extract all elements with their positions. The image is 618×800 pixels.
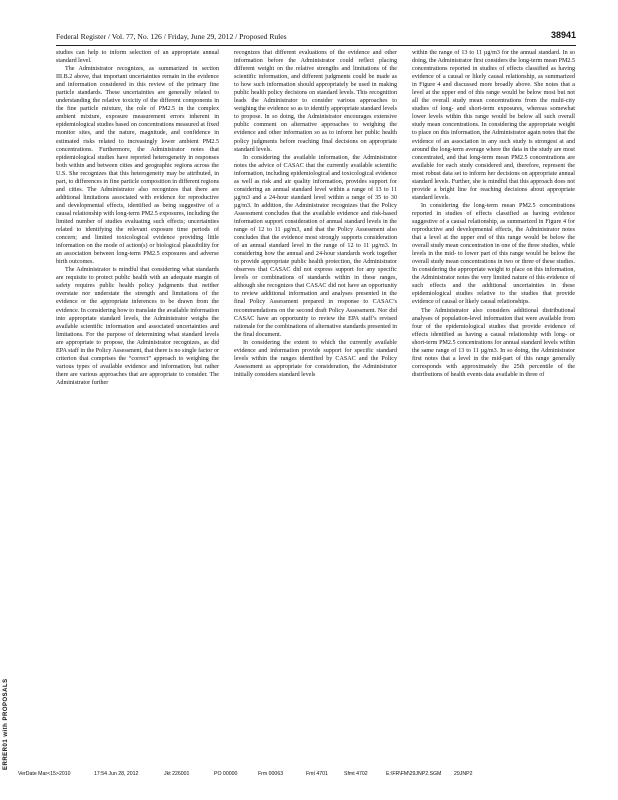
header-running-title: Federal Register / Vol. 77, No. 126 / Friday, June 29, 2012 / Proposed Rules: [56, 32, 287, 41]
footer-jkt: Jkt 226001: [164, 771, 190, 777]
footer-code: 29JNP2: [454, 771, 473, 777]
sidebar-label: ERRER01 with PROPOSALS: [3, 678, 9, 770]
footer-verdate: VerDate Mar<15>2010: [18, 771, 71, 777]
paragraph: The Administrator is mindful that considering what standards are requisite to protect public health with an adequate margin of safety requires public health policy judgments that neither overstate nor understate the strength and limitations of the evidence or the appropriate inferences to be drawn from the evidence. In considering how to translate the available information into appropriate standard levels, the Administrator weighs the available scientific information and associated uncertainties and limitations. For the purpose of determining what standard levels are appropriate to propose, the Administrator recognizes, as did EPA staff in the Policy Assessment, that there is no single factor or criterion that comprises the “correct” approach to weighing the various types of available evidence and information, but rather there are various approaches that are appropriate to consider. The Administrator further: [56, 267, 219, 386]
header-rule: [56, 45, 576, 46]
paragraph: within the range of 13 to 11 µg/m3 for the annual standard. In so doing, the Administrator first considers the long-term mean PM2.5 concentrations reported in studies of effects classified as having evidence of a causal or likely causal relationship, as summarized in Figure 4 and discussed more broadly above. She notes that a level at the upper end of this range would be below most but not all the overall study mean concentrations from the multi-city studies of long- and short-term exposures, whereas somewhat lower levels within this range would be below all such overall study mean concentrations. In considering the appropriate weight to place on this information, the Administrator again notes that the evidence of an association in any such study is strongest at and around the long-term average where the data in the study are most concentrated, and that long-term mean PM2.5 concentrations are available for each study considered and, therefore, represent the most robust data set to inform her decisions on appropriate annual standard levels. Further, she is mindful that this approach does not provide a bright line for reaching decisions about appropriate standard levels.: [412, 50, 575, 201]
paragraph: In considering the available information, the Administrator notes the advice of CASAC that the currently available scientific information, including epidemiological and toxicological evidence as well as risk and air quality information, provides support for considering an annual standard level within a range of 13 to 11 µg/m3 and a 24-hour standard level within a range of 35 to 30 µg/m3. In addition, the Administrator recognizes that the Policy Assessment concludes that the available evidence and risk-based information support consideration of annual standard levels in the range of 12 to 11 µg/m3, and that the Policy Assessment also concludes that the evidence most strongly supports consideration of an annual standard level in the range of 12 to 11 µg/m3. In considering how the annual and 24-hour standards work together to provide appropriate public health protection, the Administrator observes that CASAC did not express support for any specific levels or combinations of standards within in these ranges, although she recognizes that CASAC did not have an opportunity to review additional information and analyses presented in the final Policy Assessment prepared in response to CASAC’s recommendations on the second draft Policy Assessment. Nor did CASAC have an opportunity to review the EPA staff’s revised rationale for the combinations of alternative standards presented in the final document.: [234, 154, 397, 338]
paragraph: In considering the extent to which the currently available evidence and information provide support for specific standard levels within the ranges identified by CASAC and the Policy Assessment as appropriate for consideration, the Administrator initially considers standard levels: [234, 339, 397, 378]
paragraph: studies can help to inform selection of an appropriate annual standard level.: [56, 50, 219, 65]
column-3: [412, 49, 575, 739]
footer-sfmt: Sfmt 4702: [344, 771, 368, 777]
paragraph: In considering the long-term mean PM2.5 concentrations reported in studies of effects classified as having evidence suggestive of a causal relationship, as summarized in Figure 4 for reproductive and developmental effects, the Administrator notes that a level at the upper end of this range would be below the overall study mean concentration in one of the three studies, while levels in the mid- to lower part of this range would be below the overall study mean concentrations in two or three of these studies. In considering the appropriate weight to place on this information, the Administrator notes the very limited nature of this evidence of such effects and the additional uncertainties in these epidemiological studies relative to the studies that provide evidence of causal or likely causal relationships.: [412, 202, 575, 306]
body-columns: [56, 49, 576, 739]
page-header: [56, 30, 576, 44]
footer-fmt: Fmt 4701: [306, 771, 328, 777]
column-1: [56, 49, 219, 739]
column-2: [234, 49, 397, 739]
paragraph: The Administrator recognizes, as summarized in section III.B.2 above, that important uncertainties remain in the evidence and information considered in this review of the primary fine particle standards. These uncertainties are generally related to understanding the relative toxicity of the different components in the fine particle mixture, the role of PM2.5 in the complex ambient mixture, exposure measurement errors inherent in epidemiological studies based on concentrations measured at fixed monitor sites, and the nature, magnitude, and confidence in estimated risks related to increasingly lower ambient PM2.5 concentrations. Furthermore, the Administrator notes that epidemiological studies have reported heterogeneity in responses both within and between cities and geographic regions across the U.S. She recognizes that this heterogeneity may be attributed, in part, to differences in fine particle composition in different regions and cities. The Administrator also recognizes that there are additional limitations associated with evidence for reproductive and developmental effects, identified as being suggestive of a causal relationship with long-term PM2.5 exposures, including the limited number of studies evaluating such effects; uncertainties related to identifying the relevant exposure time periods of concern; and limited toxicological evidence providing little information on the mode of action(s) or biological plausibility for an association between long-term PM2.5 exposures and adverse birth outcomes.: [56, 66, 219, 266]
header-page-number: 38941: [550, 30, 576, 40]
footer-frm: Frm 00063: [258, 771, 284, 777]
paragraph: The Administrator also considers additional distributional analyses of population-level information that were available from four of the epidemiological studies that provide evidence of effects identified as having a causal relationship with long- or short-term PM2.5 concentrations for annual standard levels within the same range of 13 to 11 µg/m3. In so doing, the Administrator first notes that a level in the mid-part of this range generally corresponds with approximately the 25th percentile of the distributions of health events data available in three of: [412, 307, 575, 378]
page-footer: [18, 771, 608, 781]
footer-time: 17:54 Jun 28, 2012: [94, 771, 139, 777]
paragraph: recognizes that different evaluations of the evidence and other information before the Administrator could reflect placing different weight on the relative strengths and limitations of the scientific information, and different judgments could be made as to how such information should appropriately be used in making public health policy decisions on standard levels. This recognition leads the Administrator to consider various approaches to weighing the evidence so as to identify appropriate standard levels to propose. In so doing, the Administrator encourages extensive public comment on alternative approaches to weighing the evidence and other information so as to inform her public health policy judgments before reaching final decisions on appropriate standard levels.: [234, 50, 397, 153]
footer-po: PO 00000: [214, 771, 238, 777]
margin-sidebar: [3, 640, 15, 780]
footer-file: E:\FR\FM\29JNP2.SGM: [386, 771, 442, 777]
